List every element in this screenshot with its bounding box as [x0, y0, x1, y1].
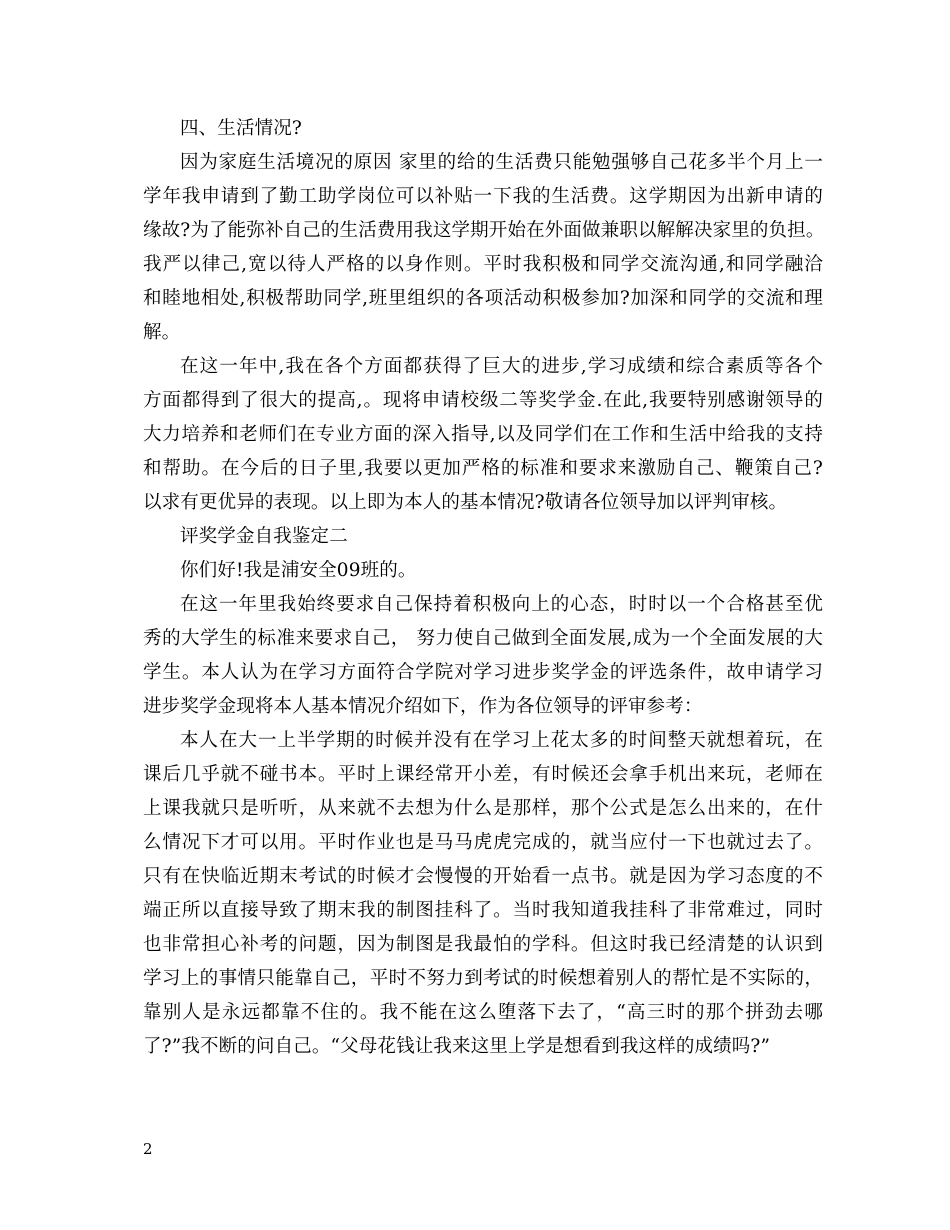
paragraph-line: 本人在大一上半学期的时候并没有在学习上花太多的时间整天就想着玩，在: [180, 730, 823, 751]
paragraph-line: 了?”我不断的问自己。“父母花钱让我来这里上学是想看到我这样的成绩吗?”: [143, 1036, 771, 1057]
paragraph-line: 只有在快临近期末考试的时候才会慢慢的开始看一点书。就是因为学习态度的不: [143, 866, 823, 887]
paragraph-line: 和帮助。在今后的日子里,我要以更加严格的标准和要求来激励自己、鞭策自己?: [143, 458, 823, 479]
paragraph-line: 缘故?为了能弥补自己的生活费用我这学期开始在外面做兼职以解解决家里的负担。: [143, 220, 825, 241]
paragraph-line: 学习上的事情只能靠自己，平时不努力到考试的时候想着别人的帮忙是不实际的，: [143, 968, 823, 989]
section-heading-scholarship-self-assessment-two: 评奖学金自我鉴定二: [180, 526, 348, 547]
greeting-line: 你们好!我是浦安全09班的。: [180, 560, 417, 581]
paragraph-line: 在这一年中,我在各个方面都获得了巨大的进步,学习成绩和综合素质等各个: [180, 356, 823, 377]
paragraph-line: 学生。本人认为在学习方面符合学院对学习进步奖学金的评选条件，故申请学习: [143, 662, 823, 683]
paragraph-line: 端正所以直接导致了期末我的制图挂科了。当时我知道我挂科了非常难过，同时: [143, 900, 823, 921]
section-heading-living-situation: 四、生活情况?: [180, 118, 302, 139]
paragraph-line: 课后几乎就不碰书本。平时上课经常开小差，有时候还会拿手机出来玩，老师在: [143, 764, 823, 785]
paragraph-line: 大力培养和老师们在专业方面的深入指导,以及同学们在工作和生活中给我的支持: [143, 424, 823, 445]
paragraph-line: 方面都得到了很大的提高,。现将申请校级二等奖学金.在此,我要特别感谢领导的: [143, 390, 823, 411]
paragraph-line: 和睦地相处,积极帮助同学,班里组织的各项活动积极参加?加深和同学的交流和理: [143, 288, 823, 309]
paragraph-line: 因为家庭生活境况的原因 家里的给的生活费只能勉强够自己花多半个月上一: [180, 152, 823, 173]
paragraph-line: 也非常担心补考的问题，因为制图是我最怕的学科。但这时我已经清楚的认识到: [143, 934, 823, 955]
paragraph-line: 秀的大学生的标准来要求自己， 努力使自己做到全面发展,成为一个全面发展的大: [143, 628, 823, 649]
paragraph-line: 进步奖学金现将本人基本情况介绍如下，作为各位领导的评审参考：: [143, 696, 703, 717]
paragraph-line: 上课我就只是听听，从来就不去想为什么是那样，那个公式是怎么出来的，在什: [143, 798, 823, 819]
paragraph-line: 在这一年里我始终要求自己保持着积极向上的心态，时时以一个合格甚至优: [180, 594, 823, 615]
paragraph-line: 我严以律己,宽以待人严格的以身作则。平时我积极和同学交流沟通,和同学融洽: [143, 254, 823, 275]
page-number: 2: [143, 1140, 153, 1158]
paragraph-line: 学年我申请到了勤工助学岗位可以补贴一下我的生活费。这学期因为出新申请的: [143, 186, 823, 207]
paragraph-line: 么情况下才可以用。平时作业也是马马虎虎完成的，就当应付一下也就过去了。: [143, 832, 823, 853]
paragraph-line: 以求有更优异的表现。以上即为本人的基本情况?敬请各位领导加以评判审核。: [143, 492, 788, 513]
paragraph-line: 解。: [143, 322, 181, 343]
paragraph-line: 靠别人是永远都靠不住的。我不能在这么堕落下去了，“高三时的那个拼劲去哪: [143, 1002, 823, 1023]
document-body: [143, 112, 823, 1064]
